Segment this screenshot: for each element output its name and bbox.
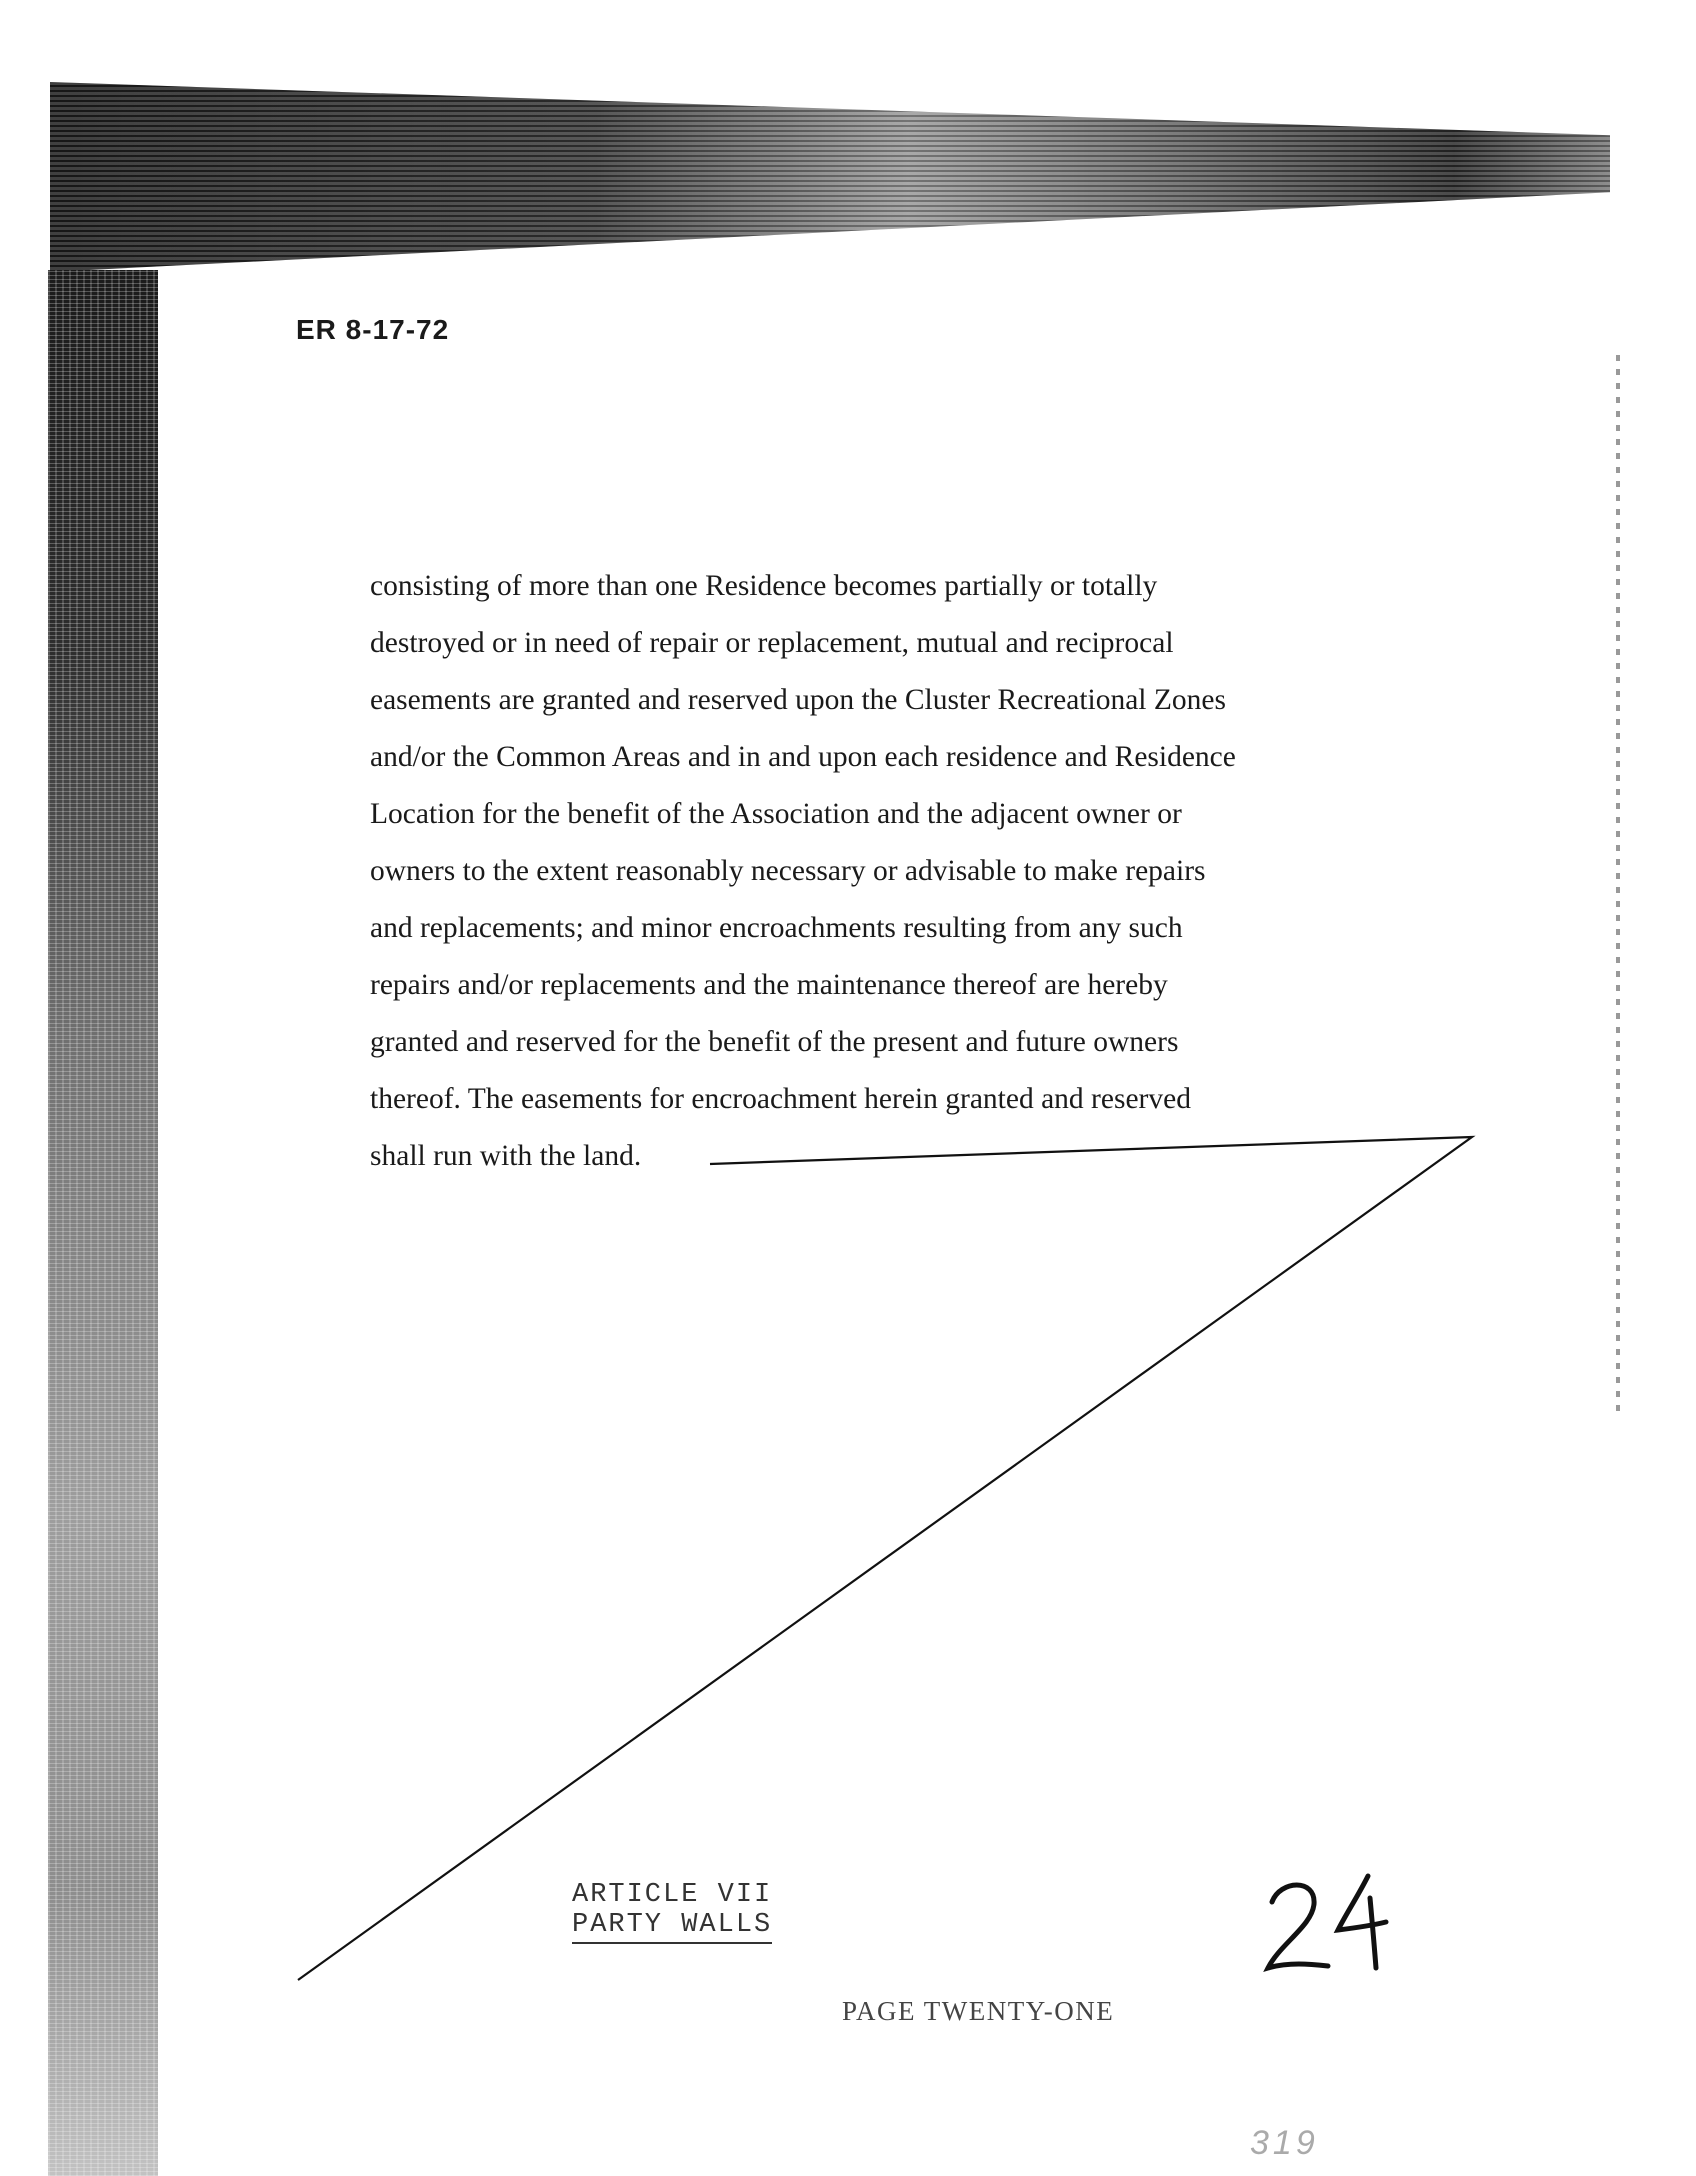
article-title: PARTY WALLS: [572, 1910, 772, 1944]
body-line: granted and reserved for the benefit of the present and future owners: [370, 1026, 1179, 1058]
page-label: PAGE TWENTY-ONE: [842, 1996, 1115, 2026]
handwritten-page-number: [1258, 1868, 1398, 1978]
body-line: Location for the benefit of the Association and the adjacent owner or: [370, 798, 1182, 830]
body-line: repairs and/or replacements and the maintenance thereof are hereby: [370, 969, 1168, 1001]
faint-stamp: 319: [1250, 2124, 1319, 2162]
body-line: consisting of more than one Residence becomes partially or totally: [370, 570, 1158, 602]
article-heading: [572, 1880, 772, 1944]
body-line: and/or the Common Areas and in and upon each residence and Residence: [370, 741, 1236, 773]
body-line: and replacements; and minor encroachments resulting from any such: [370, 912, 1183, 944]
body-line: easements are granted and reserved upon the Cluster Recreational Zones: [370, 684, 1226, 716]
body-line: destroyed or in need of repair or replacement, mutual and reciprocal: [370, 627, 1174, 659]
article-number: ARTICLE VII: [572, 1880, 773, 1910]
body-line: thereof. The easements for encroachment herein granted and reserved: [370, 1083, 1191, 1115]
document-reference-code: ER 8-17-72: [296, 314, 450, 345]
body-line: owners to the extent reasonably necessary or advisable to make repairs: [370, 855, 1206, 887]
body-line: shall run with the land.: [370, 1140, 642, 1172]
